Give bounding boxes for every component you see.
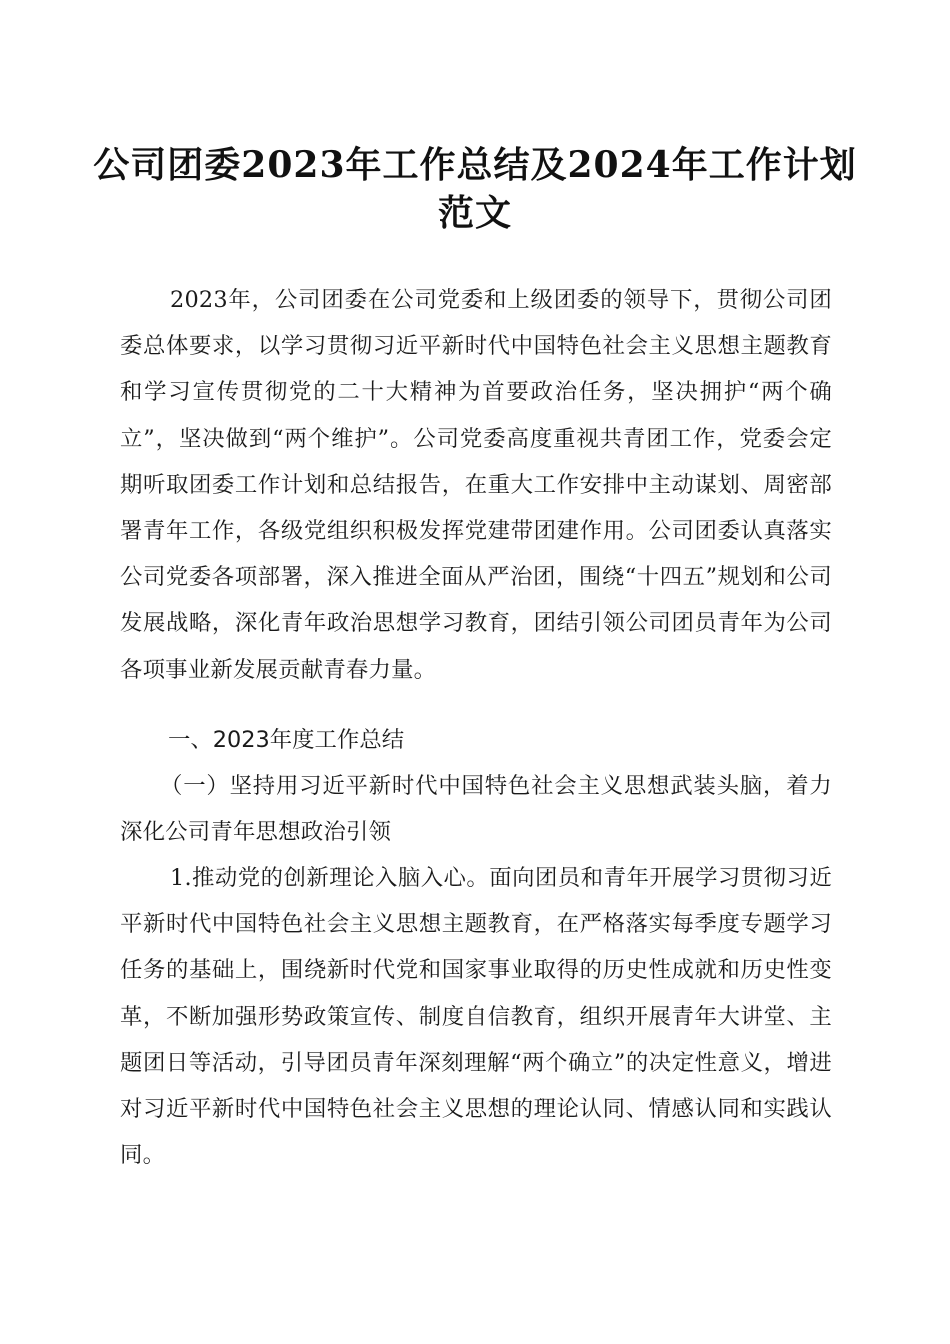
section-heading-1: 一、2023年度工作总结: [168, 727, 405, 753]
document-title-line-2: 范文: [437, 192, 512, 234]
subsection-heading-1: （一）坚持用习近平新时代中国特色社会主义思想武装头脑，着力深化公司青年思想政治引领: [120, 773, 832, 846]
intro-paragraph: 2023年，公司团委在公司党委和上级团委的领导下，贯彻公司团委总体要求，以学习贯彻习近平新时代中国特色社会主义思想主题教育和学习宣传贯彻党的二十大精神为首要政治任务，坚决拥护“两个确立”，坚决做到“两个维护”。公司党委高度重视共青团工作，党委会定期听取团委工作计划和总结报告，在重大工作安排中主动谋划、周密部署青年工作，各级党组织积极发挥党建带团建作用。公司团委认真落实公司党委各项部署，深入推进全面从严治团，围绕“十四五”规划和公司发展战略，深化青年政治思想学习教育，团结引领公司团员青年为公司各项事业新发展贡献青春力量。: [120, 287, 832, 683]
item-paragraph-1: 1.推动党的创新理论入脑入心。面向团员和青年开展学习贯彻习近平新时代中国特色社会主义思想主题教育，在严格落实每季度专题学习任务的基础上，围绕新时代党和国家事业取得的历史性成就和历史性变革，不断加强形势政策宣传、制度自信教育，组织开展青年大讲堂、主题团日等活动，引导团员青年深刻理解“两个确立”的决定性意义，增进对习近平新时代中国特色社会主义思想的理论认同、情感认同和实践认同。: [120, 865, 832, 1169]
document-title-line-1: 公司团委2023年工作总结及2024年工作计划: [93, 144, 857, 186]
